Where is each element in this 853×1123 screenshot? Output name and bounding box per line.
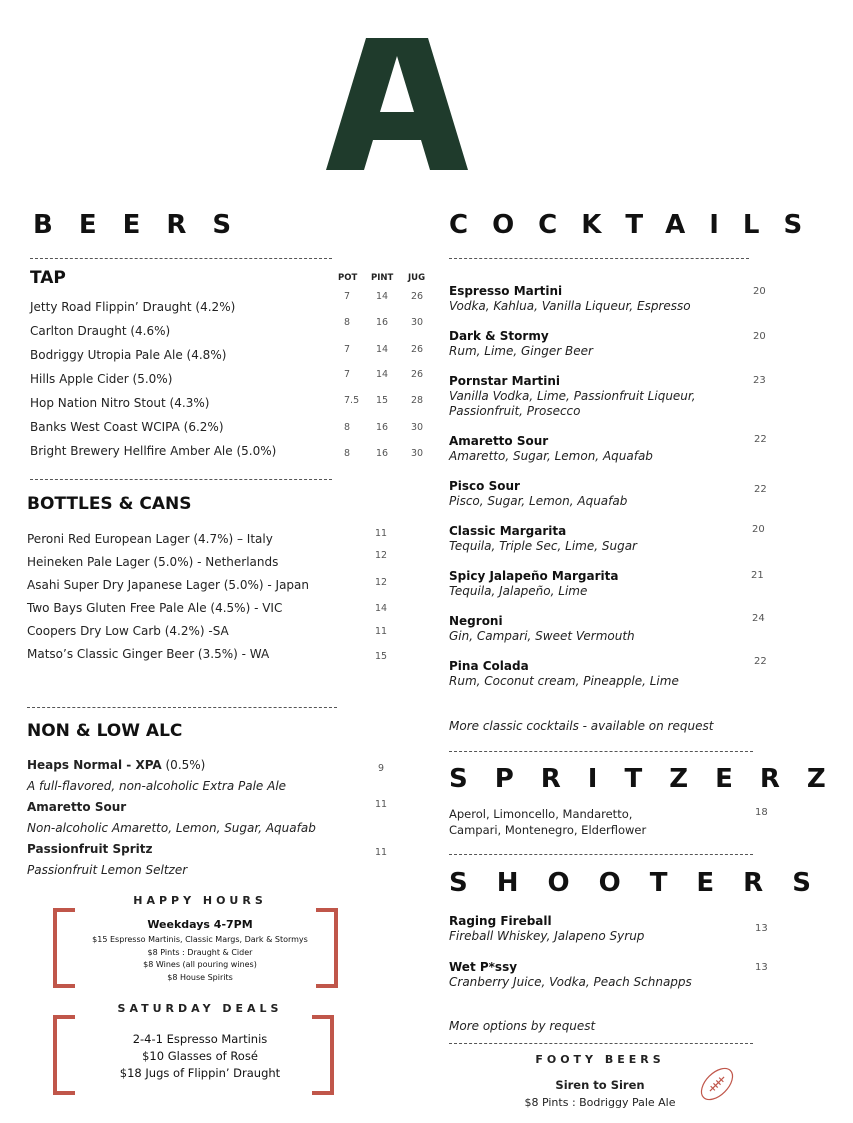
tap-item-jug: 30 [411,422,424,433]
cocktail-desc: Rum, Coconut cream, Pineapple, Lime [449,674,679,688]
cocktail-name: Pisco Sour [449,479,520,493]
tap-item-pint: 14 [376,291,389,302]
cocktail-desc: Vanilla Vodka, Lime, Passionfruit Liqueur, Passionfruit, Prosecco [449,389,696,418]
tap-item-pint: 16 [376,422,389,433]
bottles-heading: BOTTLES & CANS [27,494,192,514]
shooter-price: 13 [755,962,768,973]
divider [449,751,753,752]
spritzerz-price: 18 [755,807,768,818]
cocktail-name: Amaretto Sour [449,434,549,448]
cocktails-note: More classic cocktails - available on request [449,719,714,733]
bottle-item-name: Asahi Super Dry Japanese Lager (5.0%) - Japan [27,578,309,592]
shooter-price: 13 [755,923,768,934]
cocktail-price: 24 [752,613,765,624]
bottle-item-price: 15 [375,651,388,662]
happy-hours-line: $8 Pints : Draught & Cider [147,947,253,957]
nonalc-item-price: 9 [378,763,385,774]
bracket-left [53,1015,75,1095]
col-pint: PINT [371,273,394,283]
cocktail-price: 22 [754,484,767,495]
tap-item-name: Banks West Coast WCIPA (6.2%) [30,420,224,434]
bottle-item-name: Peroni Red European Lager (4.7%) – Italy [27,532,273,546]
bracket-left [53,908,75,988]
happy-hours-subtitle: Weekdays 4-7PM [147,918,253,931]
tap-item-name: Hop Nation Nitro Stout (4.3%) [30,396,210,410]
nonalc-item-desc: Passionfruit Lemon Seltzer [27,863,188,877]
nonalc-item [27,758,205,772]
cocktail-price: 22 [754,434,767,445]
cocktail-price: 22 [754,656,767,667]
tap-item-jug: 28 [411,395,424,406]
tap-item-name: Hills Apple Cider (5.0%) [30,372,173,386]
tap-item-pot: 7 [344,344,351,355]
cocktail-price: 20 [753,331,766,342]
cocktail-name: Espresso Martini [449,284,563,298]
cocktail-name: Classic Margarita [449,524,567,538]
cocktail-desc: Rum, Lime, Ginger Beer [449,344,593,358]
shooter-desc: Fireball Whiskey, Jalapeno Syrup [449,929,645,943]
cocktail-price: 20 [753,286,766,297]
bottle-item-price: 11 [375,528,388,539]
divider [30,258,332,259]
tap-item-name: Carlton Draught (4.6%) [30,324,171,338]
tap-item-jug: 30 [411,317,424,328]
cocktail-price: 20 [752,524,765,535]
cocktail-price: 23 [753,375,766,386]
tap-item-pot: 7 [344,291,351,302]
nonalc-item-name: Heaps Normal - XPA [27,758,162,772]
cocktails-heading: COCKTAILS [449,210,827,240]
bottle-item-price: 11 [375,626,388,637]
tap-item-jug: 30 [411,448,424,459]
saturday-line: $18 Jugs of Flippin’ Draught [119,1066,281,1080]
bottle-item-name: Matso’s Classic Ginger Beer (3.5%) - WA [27,647,270,661]
tap-item-pot: 7.5 [344,395,360,406]
divider [27,707,337,708]
tap-item-pint: 16 [376,317,389,328]
spritzerz-line: Campari, Montenegro, Elderflower [449,823,647,837]
bottle-item-price: 14 [375,603,388,614]
tap-item-pint: 14 [376,369,389,380]
cocktail-price: 21 [751,570,764,581]
tap-item-pint: 14 [376,344,389,355]
bottle-item-price: 12 [375,577,388,588]
divider [449,1043,753,1044]
tap-item-pint: 15 [376,395,389,406]
nonalc-item-desc: A full-flavored, non-alcoholic Extra Pale Ale [27,779,287,793]
cocktail-desc: Amaretto, Sugar, Lemon, Aquafab [449,449,653,463]
logo-letter-a [326,38,468,170]
football-icon [696,1063,738,1105]
shooters-heading: SHOOTERS [449,868,840,898]
beers-heading: BEERS [33,210,258,240]
cocktail-desc: Tequila, Jalapeño, Lime [449,584,588,598]
bottle-item-name: Heineken Pale Lager (5.0%) - Netherlands [27,555,279,569]
nonalc-item-name: Passionfruit Spritz [27,842,153,856]
saturday-line: $10 Glasses of Rosé [142,1049,258,1063]
nonalc-item [27,800,126,814]
tap-item-name: Jetty Road Flippin’ Draught (4.2%) [30,300,236,314]
bottle-item-name: Two Bays Gluten Free Pale Ale (4.5%) - VIC [27,601,283,615]
tap-item-name: Bodriggy Utropia Pale Ale (4.8%) [30,348,227,362]
saturday-line: 2-4-1 Espresso Martinis [132,1032,268,1046]
cocktail-desc: Gin, Campari, Sweet Vermouth [449,629,635,643]
tap-item-pot: 8 [344,317,351,328]
bottle-item-price: 12 [375,550,388,561]
shooter-name: Wet P*ssy [449,960,518,974]
shooters-note: More options by request [449,1019,596,1033]
happy-hours-line: $8 Wines (all pouring wines) [143,960,257,969]
cocktail-name: Spicy Jalapeño Margarita [449,569,619,583]
spritzerz-line: Aperol, Limoncello, Mandaretto, [449,807,633,821]
cocktail-name: Negroni [449,614,503,628]
spritzerz-heading: SPRITZERZ [449,764,853,794]
spritzerz-body [449,806,646,838]
nonalc-item-price: 11 [375,799,388,810]
shooter-name: Raging Fireball [449,914,552,928]
bottle-item-name: Coopers Dry Low Carb (4.2%) -SA [27,624,229,638]
happy-hours-line: $15 Espresso Martinis, Classic Margs, Dark & Stormys [92,935,308,944]
cocktail-desc: Tequila, Triple Sec, Lime, Sugar [449,539,637,553]
happy-hours-heading: HAPPY HOURS [133,894,267,907]
tap-item-jug: 26 [411,344,424,355]
col-jug: JUG [408,273,426,283]
footy-beers-heading: FOOTY BEERS [535,1053,665,1066]
cocktail-name: Dark & Stormy [449,329,549,343]
cocktail-name: Pina Colada [449,659,529,673]
tap-item-pot: 8 [344,448,351,459]
happy-hours-line: $8 House Spirits [167,972,233,982]
cocktail-desc: Vodka, Kahlua, Vanilla Liqueur, Espresso [449,299,691,313]
divider [449,854,753,855]
divider [30,479,332,480]
cocktail-name: Pornstar Martini [449,374,561,388]
divider [449,258,749,259]
nonalc-item-price: 11 [375,847,388,858]
nonalc-item-abv: (0.5%) [161,758,206,772]
saturday-deals-heading: SATURDAY DEALS [117,1002,283,1015]
shooter-desc: Cranberry Juice, Vodka, Peach Schnapps [449,975,692,989]
nonalc-heading: NON & LOW ALC [27,721,183,741]
nonalc-item-name: Amaretto Sour [27,800,127,814]
tap-heading: TAP [30,268,66,288]
tap-item-pot: 7 [344,369,351,380]
cocktail-desc: Pisco, Sugar, Lemon, Aquafab [449,494,628,508]
footy-subtitle: Siren to Siren [555,1078,645,1092]
nonalc-item-desc: Non-alcoholic Amaretto, Lemon, Sugar, Aquafab [27,821,316,835]
saturday-deals-body [75,1031,325,1082]
tap-item-pot: 8 [344,422,351,433]
tap-item-pint: 16 [376,448,389,459]
footy-line: $8 Pints : Bodriggy Pale Ale [524,1096,676,1109]
happy-hours-body [75,918,325,984]
nonalc-item [27,842,152,856]
col-pot: POT [338,273,358,283]
tap-item-jug: 26 [411,291,424,302]
tap-item-name: Bright Brewery Hellfire Amber Ale (5.0%) [30,444,277,458]
tap-item-jug: 26 [411,369,424,380]
